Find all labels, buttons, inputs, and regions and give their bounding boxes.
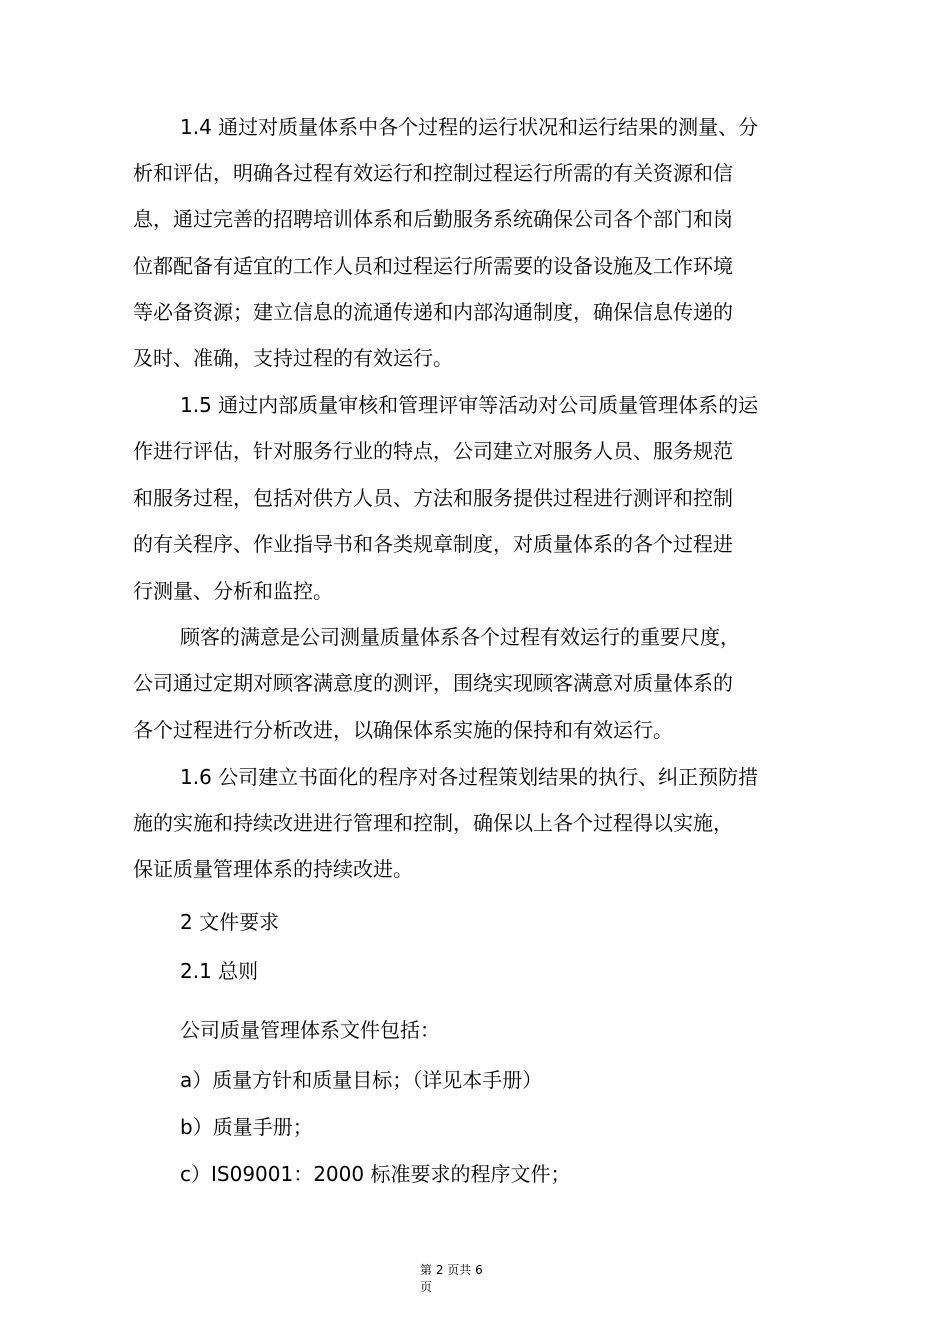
paragraph-1-5-line: 作进行评估，针对服务行业的特点，公司建立对服务人员、服务规范 — [133, 439, 733, 463]
page-number-line: 页 — [420, 1280, 433, 1294]
page-footer — [420, 1262, 530, 1296]
list-item: a）质量方针和质量目标；（详见本手册） — [180, 1068, 543, 1092]
paragraph-1-5-line: 1.5 通过内部质量审核和管理评审等活动对公司质量管理体系的运 — [180, 393, 759, 417]
paragraph-1-6-line: 1.6 公司建立书面化的程序对各过程策划结果的执行、纠正预防措 — [180, 765, 759, 789]
paragraph-1-4-line: 息，通过完善的招聘培训体系和后勤服务系统确保公司各个部门和岗 — [133, 207, 733, 231]
paragraph-customer-line: 各个过程进行分析改进，以确保体系实施的保持和有效运行。 — [133, 718, 673, 742]
list-intro: 公司质量管理体系文件包括： — [180, 1018, 440, 1042]
page-number-line: 第 2 页共 6 — [420, 1263, 483, 1277]
section-2-heading: 2 文件要求 — [180, 910, 280, 934]
paragraph-1-4-line: 位都配备有适宜的工作人员和过程运行所需要的设备设施及工作环境 — [133, 254, 733, 278]
paragraph-1-5-line: 行测量、分析和监控。 — [133, 579, 333, 603]
paragraph-1-5-line: 和服务过程，包括对供方人员、方法和服务提供过程进行测评和控制 — [133, 486, 733, 510]
paragraph-customer-line: 顾客的满意是公司测量质量体系各个过程有效运行的重要尺度， — [180, 625, 740, 649]
paragraph-1-4-line: 及时、准确，支持过程的有效运行。 — [133, 346, 453, 370]
list-item: b）质量手册； — [180, 1115, 313, 1139]
section-2-1-heading: 2.1 总则 — [180, 959, 259, 983]
paragraph-1-6-line: 施的实施和持续改进进行管理和控制，确保以上各个过程得以实施， — [133, 811, 733, 835]
list-item: c）IS09001：2000 标准要求的程序文件； — [180, 1162, 571, 1186]
paragraph-1-5-line: 的有关程序、作业指导书和各类规章制度，对质量体系的各个过程进 — [133, 532, 733, 556]
paragraph-1-4-line: 析和评估，明确各过程有效运行和控制过程运行所需的有关资源和信 — [133, 161, 733, 185]
paragraph-customer-line: 公司通过定期对顾客满意度的测评，围绕实现顾客满意对质量体系的 — [133, 671, 733, 695]
paragraph-1-4-line: 等必备资源；建立信息的流通传递和内部沟通制度，确保信息传递的 — [133, 300, 733, 324]
paragraph-1-4-line: 1.4 通过对质量体系中各个过程的运行状况和运行结果的测量、分 — [180, 115, 759, 139]
paragraph-1-6-line: 保证质量管理体系的持续改进。 — [133, 857, 413, 881]
